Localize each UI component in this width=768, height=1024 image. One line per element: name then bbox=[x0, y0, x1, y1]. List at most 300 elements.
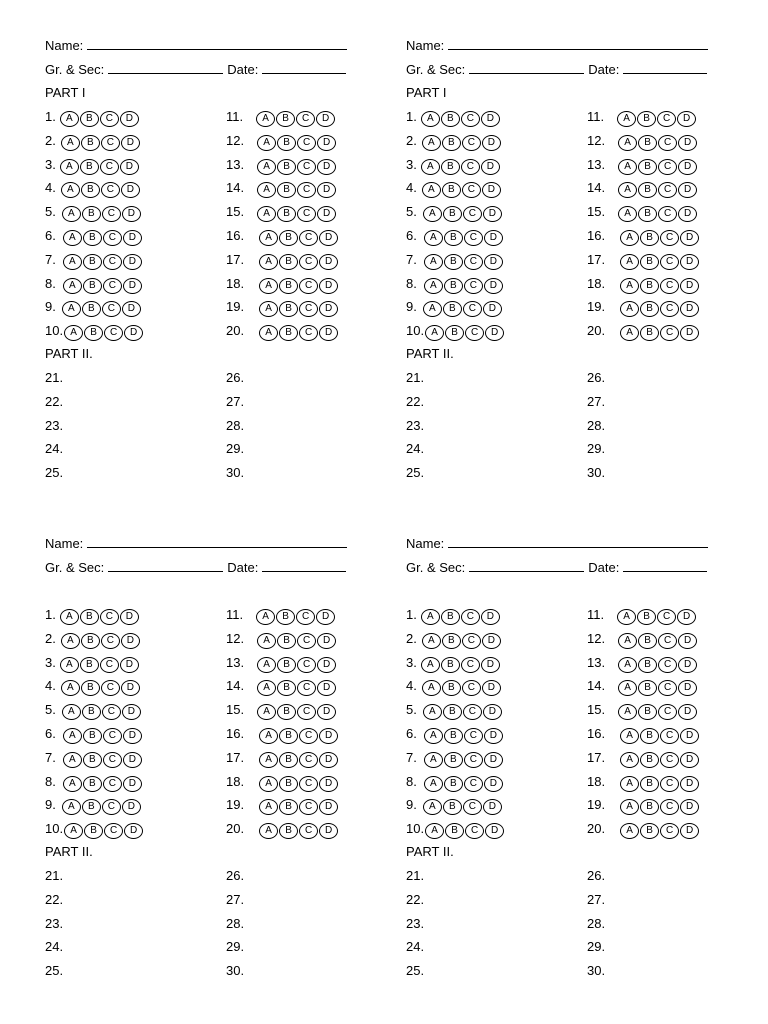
bubble-b[interactable]: B bbox=[637, 609, 656, 625]
bubble-d[interactable]: D bbox=[484, 278, 503, 294]
bubble-b[interactable]: B bbox=[444, 278, 463, 294]
bubble-b[interactable]: B bbox=[279, 325, 298, 341]
short-answer-item[interactable]: 30. bbox=[587, 963, 606, 979]
bubble-c[interactable]: C bbox=[297, 182, 316, 198]
bubble-a[interactable]: A bbox=[422, 633, 441, 649]
bubble-c[interactable]: C bbox=[299, 776, 318, 792]
bubble-a[interactable]: A bbox=[421, 609, 440, 625]
bubble-d[interactable]: D bbox=[680, 799, 699, 815]
bubble-c[interactable]: C bbox=[660, 301, 679, 317]
bubble-c[interactable]: C bbox=[297, 704, 316, 720]
bubble-a[interactable]: A bbox=[259, 301, 278, 317]
bubble-a[interactable]: A bbox=[63, 752, 82, 768]
name-blank[interactable] bbox=[87, 534, 347, 548]
short-answer-item[interactable]: 23. bbox=[45, 915, 64, 931]
bubble-a[interactable]: A bbox=[62, 301, 81, 317]
bubble-d[interactable]: D bbox=[485, 823, 504, 839]
short-answer-item[interactable]: 22. bbox=[406, 393, 425, 409]
bubble-c[interactable]: C bbox=[462, 135, 481, 151]
bubble-b[interactable]: B bbox=[640, 301, 659, 317]
bubble-c[interactable]: C bbox=[461, 657, 480, 673]
bubble-b[interactable]: B bbox=[443, 301, 462, 317]
bubble-b[interactable]: B bbox=[80, 111, 99, 127]
bubble-d[interactable]: D bbox=[680, 301, 699, 317]
bubble-a[interactable]: A bbox=[256, 609, 275, 625]
date-blank[interactable] bbox=[623, 60, 707, 74]
bubble-c[interactable]: C bbox=[463, 206, 482, 222]
bubble-a[interactable]: A bbox=[62, 206, 81, 222]
bubble-b[interactable]: B bbox=[82, 206, 101, 222]
bubble-c[interactable]: C bbox=[296, 111, 315, 127]
bubble-b[interactable]: B bbox=[638, 182, 657, 198]
bubble-d[interactable]: D bbox=[678, 633, 697, 649]
bubble-c[interactable]: C bbox=[299, 325, 318, 341]
short-answer-item[interactable]: 24. bbox=[406, 441, 425, 457]
bubble-b[interactable]: B bbox=[277, 704, 296, 720]
bubble-a[interactable]: A bbox=[423, 799, 442, 815]
bubble-b[interactable]: B bbox=[442, 680, 461, 696]
bubble-c[interactable]: C bbox=[101, 680, 120, 696]
bubble-c[interactable]: C bbox=[658, 680, 677, 696]
bubble-c[interactable]: C bbox=[104, 325, 123, 341]
bubble-c[interactable]: C bbox=[299, 823, 318, 839]
bubble-a[interactable]: A bbox=[259, 278, 278, 294]
bubble-a[interactable]: A bbox=[257, 680, 276, 696]
bubble-a[interactable]: A bbox=[64, 325, 83, 341]
short-answer-item[interactable]: 26. bbox=[587, 370, 606, 385]
bubble-b[interactable]: B bbox=[640, 823, 659, 839]
bubble-d[interactable]: D bbox=[482, 633, 501, 649]
bubble-c[interactable]: C bbox=[299, 254, 318, 270]
bubble-a[interactable]: A bbox=[620, 823, 639, 839]
bubble-c[interactable]: C bbox=[660, 230, 679, 246]
bubble-b[interactable]: B bbox=[277, 657, 296, 673]
bubble-a[interactable]: A bbox=[618, 206, 637, 222]
bubble-a[interactable]: A bbox=[618, 680, 637, 696]
bubble-b[interactable]: B bbox=[83, 254, 102, 270]
short-answer-item[interactable]: 28. bbox=[226, 915, 245, 931]
bubble-d[interactable]: D bbox=[481, 657, 500, 673]
bubble-b[interactable]: B bbox=[640, 799, 659, 815]
bubble-a[interactable]: A bbox=[63, 776, 82, 792]
bubble-b[interactable]: B bbox=[279, 254, 298, 270]
bubble-b[interactable]: B bbox=[637, 111, 656, 127]
bubble-d[interactable]: D bbox=[317, 633, 336, 649]
bubble-d[interactable]: D bbox=[678, 135, 697, 151]
short-answer-item[interactable]: 23. bbox=[45, 417, 64, 433]
short-answer-item[interactable]: 29. bbox=[226, 939, 245, 955]
bubble-d[interactable]: D bbox=[121, 633, 140, 649]
bubble-c[interactable]: C bbox=[100, 609, 119, 625]
bubble-c[interactable]: C bbox=[465, 325, 484, 341]
bubble-b[interactable]: B bbox=[279, 301, 298, 317]
short-answer-item[interactable]: 24. bbox=[406, 939, 425, 955]
bubble-c[interactable]: C bbox=[299, 301, 318, 317]
bubble-c[interactable]: C bbox=[464, 230, 483, 246]
bubble-d[interactable]: D bbox=[319, 301, 338, 317]
bubble-b[interactable]: B bbox=[640, 325, 659, 341]
bubble-d[interactable]: D bbox=[124, 823, 143, 839]
bubble-a[interactable]: A bbox=[618, 704, 637, 720]
bubble-b[interactable]: B bbox=[445, 823, 464, 839]
bubble-c[interactable]: C bbox=[463, 301, 482, 317]
bubble-a[interactable]: A bbox=[618, 159, 637, 175]
bubble-b[interactable]: B bbox=[640, 728, 659, 744]
bubble-b[interactable]: B bbox=[638, 704, 657, 720]
bubble-a[interactable]: A bbox=[423, 301, 442, 317]
bubble-d[interactable]: D bbox=[678, 206, 697, 222]
bubble-c[interactable]: C bbox=[299, 799, 318, 815]
bubble-a[interactable]: A bbox=[424, 776, 443, 792]
bubble-c[interactable]: C bbox=[103, 278, 122, 294]
bubble-b[interactable]: B bbox=[83, 278, 102, 294]
bubble-d[interactable]: D bbox=[482, 680, 501, 696]
bubble-c[interactable]: C bbox=[462, 633, 481, 649]
short-answer-item[interactable]: 25. bbox=[45, 465, 64, 481]
bubble-c[interactable]: C bbox=[103, 728, 122, 744]
bubble-a[interactable]: A bbox=[618, 633, 637, 649]
bubble-a[interactable]: A bbox=[620, 301, 639, 317]
short-answer-item[interactable]: 27. bbox=[587, 393, 606, 409]
short-answer-item[interactable]: 29. bbox=[587, 441, 606, 457]
bubble-a[interactable]: A bbox=[618, 182, 637, 198]
bubble-b[interactable]: B bbox=[277, 159, 296, 175]
bubble-a[interactable]: A bbox=[617, 111, 636, 127]
bubble-c[interactable]: C bbox=[101, 135, 120, 151]
bubble-c[interactable]: C bbox=[660, 325, 679, 341]
bubble-d[interactable]: D bbox=[124, 325, 143, 341]
bubble-a[interactable]: A bbox=[620, 230, 639, 246]
bubble-b[interactable]: B bbox=[640, 776, 659, 792]
bubble-a[interactable]: A bbox=[256, 111, 275, 127]
bubble-d[interactable]: D bbox=[319, 799, 338, 815]
bubble-a[interactable]: A bbox=[620, 728, 639, 744]
bubble-b[interactable]: B bbox=[279, 752, 298, 768]
bubble-a[interactable]: A bbox=[63, 278, 82, 294]
bubble-b[interactable]: B bbox=[82, 301, 101, 317]
bubble-c[interactable]: C bbox=[297, 135, 316, 151]
bubble-d[interactable]: D bbox=[319, 776, 338, 792]
bubble-a[interactable]: A bbox=[259, 230, 278, 246]
bubble-a[interactable]: A bbox=[423, 206, 442, 222]
bubble-d[interactable]: D bbox=[678, 680, 697, 696]
bubble-a[interactable]: A bbox=[424, 230, 443, 246]
bubble-d[interactable]: D bbox=[319, 278, 338, 294]
bubble-d[interactable]: D bbox=[319, 823, 338, 839]
bubble-a[interactable]: A bbox=[620, 278, 639, 294]
bubble-c[interactable]: C bbox=[462, 680, 481, 696]
bubble-d[interactable]: D bbox=[678, 182, 697, 198]
bubble-b[interactable]: B bbox=[83, 230, 102, 246]
bubble-d[interactable]: D bbox=[122, 206, 141, 222]
bubble-c[interactable]: C bbox=[103, 230, 122, 246]
bubble-a[interactable]: A bbox=[259, 776, 278, 792]
bubble-c[interactable]: C bbox=[101, 182, 120, 198]
bubble-d[interactable]: D bbox=[120, 111, 139, 127]
bubble-c[interactable]: C bbox=[299, 278, 318, 294]
bubble-c[interactable]: C bbox=[299, 752, 318, 768]
bubble-a[interactable]: A bbox=[61, 135, 80, 151]
short-answer-item[interactable]: 28. bbox=[226, 417, 245, 433]
bubble-c[interactable]: C bbox=[658, 206, 677, 222]
bubble-a[interactable]: A bbox=[422, 135, 441, 151]
bubble-a[interactable]: A bbox=[424, 254, 443, 270]
bubble-b[interactable]: B bbox=[81, 680, 100, 696]
bubble-a[interactable]: A bbox=[422, 182, 441, 198]
bubble-c[interactable]: C bbox=[461, 111, 480, 127]
bubble-b[interactable]: B bbox=[279, 230, 298, 246]
bubble-d[interactable]: D bbox=[319, 254, 338, 270]
bubble-a[interactable]: A bbox=[64, 823, 83, 839]
bubble-c[interactable]: C bbox=[660, 278, 679, 294]
grade-section-blank[interactable] bbox=[469, 558, 584, 572]
bubble-d[interactable]: D bbox=[317, 159, 336, 175]
bubble-b[interactable]: B bbox=[441, 657, 460, 673]
bubble-d[interactable]: D bbox=[121, 135, 140, 151]
bubble-a[interactable]: A bbox=[257, 633, 276, 649]
bubble-c[interactable]: C bbox=[657, 111, 676, 127]
bubble-c[interactable]: C bbox=[299, 728, 318, 744]
bubble-b[interactable]: B bbox=[444, 254, 463, 270]
bubble-b[interactable]: B bbox=[83, 776, 102, 792]
bubble-c[interactable]: C bbox=[297, 633, 316, 649]
bubble-b[interactable]: B bbox=[442, 182, 461, 198]
bubble-b[interactable]: B bbox=[279, 799, 298, 815]
short-answer-item[interactable]: 21. bbox=[406, 370, 425, 385]
short-answer-item[interactable]: 30. bbox=[226, 465, 245, 481]
bubble-a[interactable]: A bbox=[421, 159, 440, 175]
bubble-a[interactable]: A bbox=[61, 633, 80, 649]
bubble-d[interactable]: D bbox=[317, 657, 336, 673]
bubble-c[interactable]: C bbox=[658, 182, 677, 198]
bubble-c[interactable]: C bbox=[296, 609, 315, 625]
bubble-d[interactable]: D bbox=[120, 159, 139, 175]
bubble-d[interactable]: D bbox=[680, 254, 699, 270]
bubble-d[interactable]: D bbox=[317, 182, 336, 198]
grade-section-blank[interactable] bbox=[469, 60, 584, 74]
grade-section-blank[interactable] bbox=[108, 558, 223, 572]
bubble-b[interactable]: B bbox=[443, 799, 462, 815]
bubble-b[interactable]: B bbox=[277, 680, 296, 696]
bubble-b[interactable]: B bbox=[638, 657, 657, 673]
bubble-d[interactable]: D bbox=[485, 325, 504, 341]
bubble-c[interactable]: C bbox=[102, 704, 121, 720]
bubble-c[interactable]: C bbox=[101, 633, 120, 649]
bubble-d[interactable]: D bbox=[123, 278, 142, 294]
bubble-d[interactable]: D bbox=[483, 704, 502, 720]
bubble-c[interactable]: C bbox=[463, 799, 482, 815]
bubble-b[interactable]: B bbox=[444, 776, 463, 792]
bubble-c[interactable]: C bbox=[104, 823, 123, 839]
bubble-d[interactable]: D bbox=[680, 776, 699, 792]
bubble-c[interactable]: C bbox=[102, 799, 121, 815]
bubble-d[interactable]: D bbox=[316, 111, 335, 127]
bubble-b[interactable]: B bbox=[277, 633, 296, 649]
short-answer-item[interactable]: 30. bbox=[226, 963, 245, 979]
bubble-d[interactable]: D bbox=[680, 278, 699, 294]
bubble-a[interactable]: A bbox=[257, 182, 276, 198]
bubble-c[interactable]: C bbox=[464, 776, 483, 792]
bubble-b[interactable]: B bbox=[84, 823, 103, 839]
bubble-a[interactable]: A bbox=[424, 752, 443, 768]
bubble-a[interactable]: A bbox=[257, 206, 276, 222]
bubble-b[interactable]: B bbox=[84, 325, 103, 341]
short-answer-item[interactable]: 28. bbox=[587, 417, 606, 433]
short-answer-item[interactable]: 29. bbox=[226, 441, 245, 457]
bubble-c[interactable]: C bbox=[102, 206, 121, 222]
bubble-d[interactable]: D bbox=[319, 325, 338, 341]
bubble-b[interactable]: B bbox=[441, 609, 460, 625]
bubble-a[interactable]: A bbox=[425, 823, 444, 839]
bubble-d[interactable]: D bbox=[317, 680, 336, 696]
bubble-b[interactable]: B bbox=[444, 728, 463, 744]
bubble-a[interactable]: A bbox=[257, 704, 276, 720]
bubble-a[interactable]: A bbox=[259, 325, 278, 341]
bubble-c[interactable]: C bbox=[658, 159, 677, 175]
bubble-c[interactable]: C bbox=[462, 182, 481, 198]
bubble-d[interactable]: D bbox=[120, 609, 139, 625]
bubble-b[interactable]: B bbox=[441, 159, 460, 175]
bubble-c[interactable]: C bbox=[103, 776, 122, 792]
bubble-d[interactable]: D bbox=[123, 230, 142, 246]
short-answer-item[interactable]: 26. bbox=[226, 370, 245, 385]
bubble-d[interactable]: D bbox=[483, 206, 502, 222]
bubble-b[interactable]: B bbox=[81, 633, 100, 649]
bubble-c[interactable]: C bbox=[658, 633, 677, 649]
bubble-a[interactable]: A bbox=[421, 657, 440, 673]
bubble-c[interactable]: C bbox=[100, 657, 119, 673]
bubble-b[interactable]: B bbox=[82, 799, 101, 815]
bubble-b[interactable]: B bbox=[638, 206, 657, 222]
bubble-d[interactable]: D bbox=[481, 609, 500, 625]
grade-section-blank[interactable] bbox=[108, 60, 223, 74]
bubble-d[interactable]: D bbox=[123, 254, 142, 270]
bubble-a[interactable]: A bbox=[62, 704, 81, 720]
bubble-d[interactable]: D bbox=[677, 609, 696, 625]
bubble-b[interactable]: B bbox=[83, 728, 102, 744]
bubble-a[interactable]: A bbox=[620, 325, 639, 341]
bubble-c[interactable]: C bbox=[660, 254, 679, 270]
bubble-b[interactable]: B bbox=[640, 278, 659, 294]
bubble-c[interactable]: C bbox=[464, 752, 483, 768]
bubble-d[interactable]: D bbox=[680, 728, 699, 744]
bubble-d[interactable]: D bbox=[482, 135, 501, 151]
bubble-d[interactable]: D bbox=[481, 111, 500, 127]
bubble-d[interactable]: D bbox=[316, 609, 335, 625]
bubble-a[interactable]: A bbox=[617, 609, 636, 625]
bubble-b[interactable]: B bbox=[81, 135, 100, 151]
short-answer-item[interactable]: 28. bbox=[587, 915, 606, 931]
bubble-a[interactable]: A bbox=[620, 254, 639, 270]
short-answer-item[interactable]: 21. bbox=[45, 370, 64, 385]
bubble-d[interactable]: D bbox=[678, 704, 697, 720]
short-answer-item[interactable]: 22. bbox=[45, 891, 64, 907]
short-answer-item[interactable]: 27. bbox=[226, 393, 245, 409]
bubble-b[interactable]: B bbox=[640, 230, 659, 246]
bubble-a[interactable]: A bbox=[257, 657, 276, 673]
bubble-a[interactable]: A bbox=[257, 159, 276, 175]
bubble-b[interactable]: B bbox=[277, 182, 296, 198]
bubble-d[interactable]: D bbox=[121, 680, 140, 696]
bubble-d[interactable]: D bbox=[484, 254, 503, 270]
bubble-c[interactable]: C bbox=[102, 301, 121, 317]
bubble-d[interactable]: D bbox=[319, 230, 338, 246]
bubble-d[interactable]: D bbox=[121, 182, 140, 198]
bubble-a[interactable]: A bbox=[620, 776, 639, 792]
bubble-c[interactable]: C bbox=[100, 159, 119, 175]
name-blank[interactable] bbox=[448, 36, 708, 50]
bubble-d[interactable]: D bbox=[680, 230, 699, 246]
bubble-c[interactable]: C bbox=[660, 823, 679, 839]
bubble-d[interactable]: D bbox=[677, 111, 696, 127]
bubble-b[interactable]: B bbox=[638, 633, 657, 649]
bubble-a[interactable]: A bbox=[423, 704, 442, 720]
bubble-c[interactable]: C bbox=[657, 609, 676, 625]
bubble-d[interactable]: D bbox=[319, 728, 338, 744]
bubble-b[interactable]: B bbox=[638, 135, 657, 151]
short-answer-item[interactable]: 24. bbox=[45, 939, 64, 955]
bubble-c[interactable]: C bbox=[100, 111, 119, 127]
short-answer-item[interactable]: 25. bbox=[406, 963, 425, 979]
bubble-a[interactable]: A bbox=[424, 728, 443, 744]
bubble-a[interactable]: A bbox=[62, 799, 81, 815]
short-answer-item[interactable]: 27. bbox=[587, 891, 606, 907]
bubble-a[interactable]: A bbox=[618, 657, 637, 673]
short-answer-item[interactable]: 27. bbox=[226, 891, 245, 907]
short-answer-item[interactable]: 25. bbox=[406, 465, 425, 481]
bubble-b[interactable]: B bbox=[81, 182, 100, 198]
bubble-b[interactable]: B bbox=[80, 657, 99, 673]
bubble-a[interactable]: A bbox=[422, 680, 441, 696]
bubble-a[interactable]: A bbox=[61, 182, 80, 198]
bubble-c[interactable]: C bbox=[297, 206, 316, 222]
bubble-d[interactable]: D bbox=[680, 325, 699, 341]
bubble-b[interactable]: B bbox=[80, 609, 99, 625]
short-answer-item[interactable]: 23. bbox=[406, 915, 425, 931]
bubble-b[interactable]: B bbox=[279, 278, 298, 294]
bubble-a[interactable]: A bbox=[620, 799, 639, 815]
bubble-b[interactable]: B bbox=[442, 135, 461, 151]
short-answer-item[interactable]: 26. bbox=[226, 868, 245, 883]
bubble-d[interactable]: D bbox=[680, 752, 699, 768]
bubble-d[interactable]: D bbox=[317, 135, 336, 151]
bubble-d[interactable]: D bbox=[680, 823, 699, 839]
short-answer-item[interactable]: 23. bbox=[406, 417, 425, 433]
date-blank[interactable] bbox=[262, 558, 346, 572]
bubble-c[interactable]: C bbox=[461, 159, 480, 175]
bubble-a[interactable]: A bbox=[421, 111, 440, 127]
bubble-d[interactable]: D bbox=[120, 657, 139, 673]
bubble-d[interactable]: D bbox=[484, 752, 503, 768]
bubble-d[interactable]: D bbox=[319, 752, 338, 768]
name-blank[interactable] bbox=[448, 534, 708, 548]
bubble-b[interactable]: B bbox=[442, 633, 461, 649]
bubble-a[interactable]: A bbox=[259, 799, 278, 815]
short-answer-item[interactable]: 25. bbox=[45, 963, 64, 979]
bubble-c[interactable]: C bbox=[103, 752, 122, 768]
bubble-c[interactable]: C bbox=[463, 704, 482, 720]
date-blank[interactable] bbox=[262, 60, 346, 74]
bubble-a[interactable]: A bbox=[60, 159, 79, 175]
bubble-d[interactable]: D bbox=[483, 799, 502, 815]
bubble-a[interactable]: A bbox=[259, 728, 278, 744]
bubble-d[interactable]: D bbox=[122, 301, 141, 317]
bubble-d[interactable]: D bbox=[317, 206, 336, 222]
bubble-a[interactable]: A bbox=[425, 325, 444, 341]
bubble-a[interactable]: A bbox=[259, 254, 278, 270]
short-answer-item[interactable]: 22. bbox=[45, 393, 64, 409]
bubble-c[interactable]: C bbox=[660, 776, 679, 792]
